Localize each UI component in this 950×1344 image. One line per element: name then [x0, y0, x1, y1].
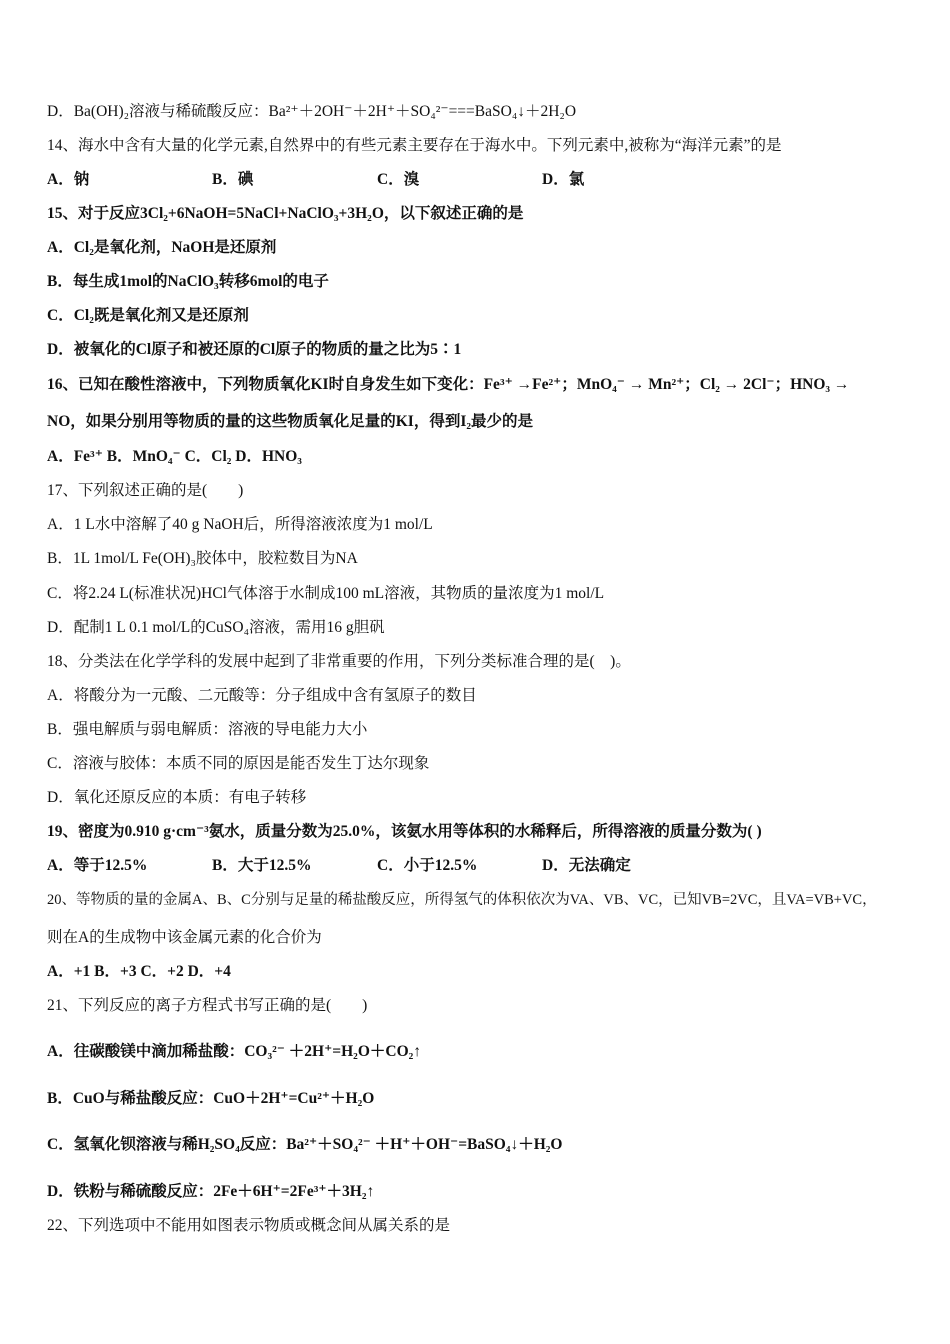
q18-stem: 18、分类法在化学学科的发展中起到了非常重要的作用，下列分类标准合理的是( )。 [47, 653, 631, 670]
q15-stem: 15、对于反应3Cl₂+6NaOH=5NaCl+NaClO₃+3H₂O，以下叙述正确的是 [47, 205, 524, 222]
q21-option-b: B．CuO与稀盐酸反应：CuO＋2H⁺=Cu²⁺＋H₂O [47, 1090, 375, 1107]
q18-option-b: B．强电解质与弱电解质：溶液的导电能力大小 [47, 721, 368, 738]
q20-options: A．+1 B．+3 C．+2 D．+4 [47, 963, 231, 980]
q19-option-b: B．大于12.5% [212, 857, 312, 874]
q15-option-a: A．Cl₂是氧化剂，NaOH是还原剂 [47, 239, 277, 256]
q19-stem: 19、密度为0.910 g·cm⁻³氨水，质量分数为25.0%，该氨水用等体积的水稀释后，所得溶液的质量分数为( ) [47, 823, 762, 840]
q14-option-a: A．钠 [47, 171, 90, 188]
q18-option-a: A．将酸分为一元酸、二元酸等：分子组成中含有氢原子的数目 [47, 687, 477, 704]
q17-option-d: D．配制1 L 0.1 mol/L的CuSO₄溶液，需用16 g胆矾 [47, 619, 385, 636]
q17-stem: 17、下列叙述正确的是( ) [47, 482, 244, 499]
q16-stem-line2: NO，如果分别用等物质的量的这些物质氧化足量的KI，得到I₂最少的是 [47, 413, 534, 430]
q17-option-a: A．1 L水中溶解了40 g NaOH后，所得溶液浓度为1 mol/L [47, 516, 433, 533]
q21-option-d: D．铁粉与稀硫酸反应：2Fe＋6H⁺=2Fe³⁺＋3H₂↑ [47, 1183, 375, 1200]
q17-option-c: C．将2.24 L(标准状况)HCl气体溶于水制成100 mL溶液，其物质的量浓度为1 mol/L [47, 585, 605, 602]
q15-option-b: B．每生成1mol的NaClO₃转移6mol的电子 [47, 273, 329, 290]
q18-option-d: D．氧化还原反应的本质：有电子转移 [47, 789, 307, 806]
q16-stem-line1: 16、已知在酸性溶液中，下列物质氧化KI时自身发生如下变化：Fe³⁺ →Fe²⁺；MnO₄⁻ → Mn²⁺；Cl₂ → 2Cl⁻；HNO₃ → [47, 376, 850, 393]
q18-option-c: C．溶液与胶体：本质不同的原因是能否发生丁达尔现象 [47, 755, 430, 772]
q22-stem: 22、下列选项中不能用如图表示物质或概念间从属关系的是 [47, 1217, 451, 1234]
q13-option-d: D．Ba(OH)₂溶液与稀硫酸反应：Ba²⁺＋2OH⁻＋2H⁺＋SO₄²⁻===BaSO₄↓＋2H₂O [47, 103, 577, 120]
q16-options: A．Fe³⁺ B．MnO₄⁻ C．Cl₂ D．HNO₃ [47, 448, 302, 465]
q19-option-a: A．等于12.5% [47, 857, 148, 874]
q19-option-d: D．无法确定 [542, 857, 631, 874]
q21-option-c: C．氢氧化钡溶液与稀H₂SO₄反应：Ba²⁺＋SO₄²⁻ ＋H⁺＋OH⁻=BaSO₄↓＋H₂O [47, 1136, 563, 1153]
q19-option-c: C．小于12.5% [377, 857, 478, 874]
q15-option-c: C．Cl₂既是氧化剂又是还原剂 [47, 307, 249, 324]
q17-option-b: B．1L 1mol/L Fe(OH)₃胶体中，胶粒数目为NA [47, 550, 358, 567]
q20-stem-line1: 20、等物质的量的金属A、B、C分别与足量的稀盐酸反应，所得氢气的体积依次为VA、VB、VC，已知VB=2VC，且VA=VB+VC， [47, 892, 877, 908]
q20-stem-line2: 则在A的生成物中该金属元素的化合价为 [47, 929, 322, 946]
q21-option-a: A．往碳酸镁中滴加稀盐酸：CO₃²⁻ ＋2H⁺=H₂O＋CO₂↑ [47, 1043, 422, 1060]
q21-stem: 21、下列反应的离子方程式书写正确的是( ) [47, 997, 368, 1014]
q15-option-d: D．被氧化的Cl原子和被还原的Cl原子的物质的量之比为5∶1 [47, 341, 462, 358]
q14-option-c: C．溴 [377, 171, 420, 188]
q14-stem: 14、海水中含有大量的化学元素,自然界中的有些元素主要存在于海水中。下列元素中,被称为“海洋元素”的是 [47, 137, 782, 154]
q14-option-b: B．碘 [212, 171, 254, 188]
q14-option-d: D．氯 [542, 171, 585, 188]
